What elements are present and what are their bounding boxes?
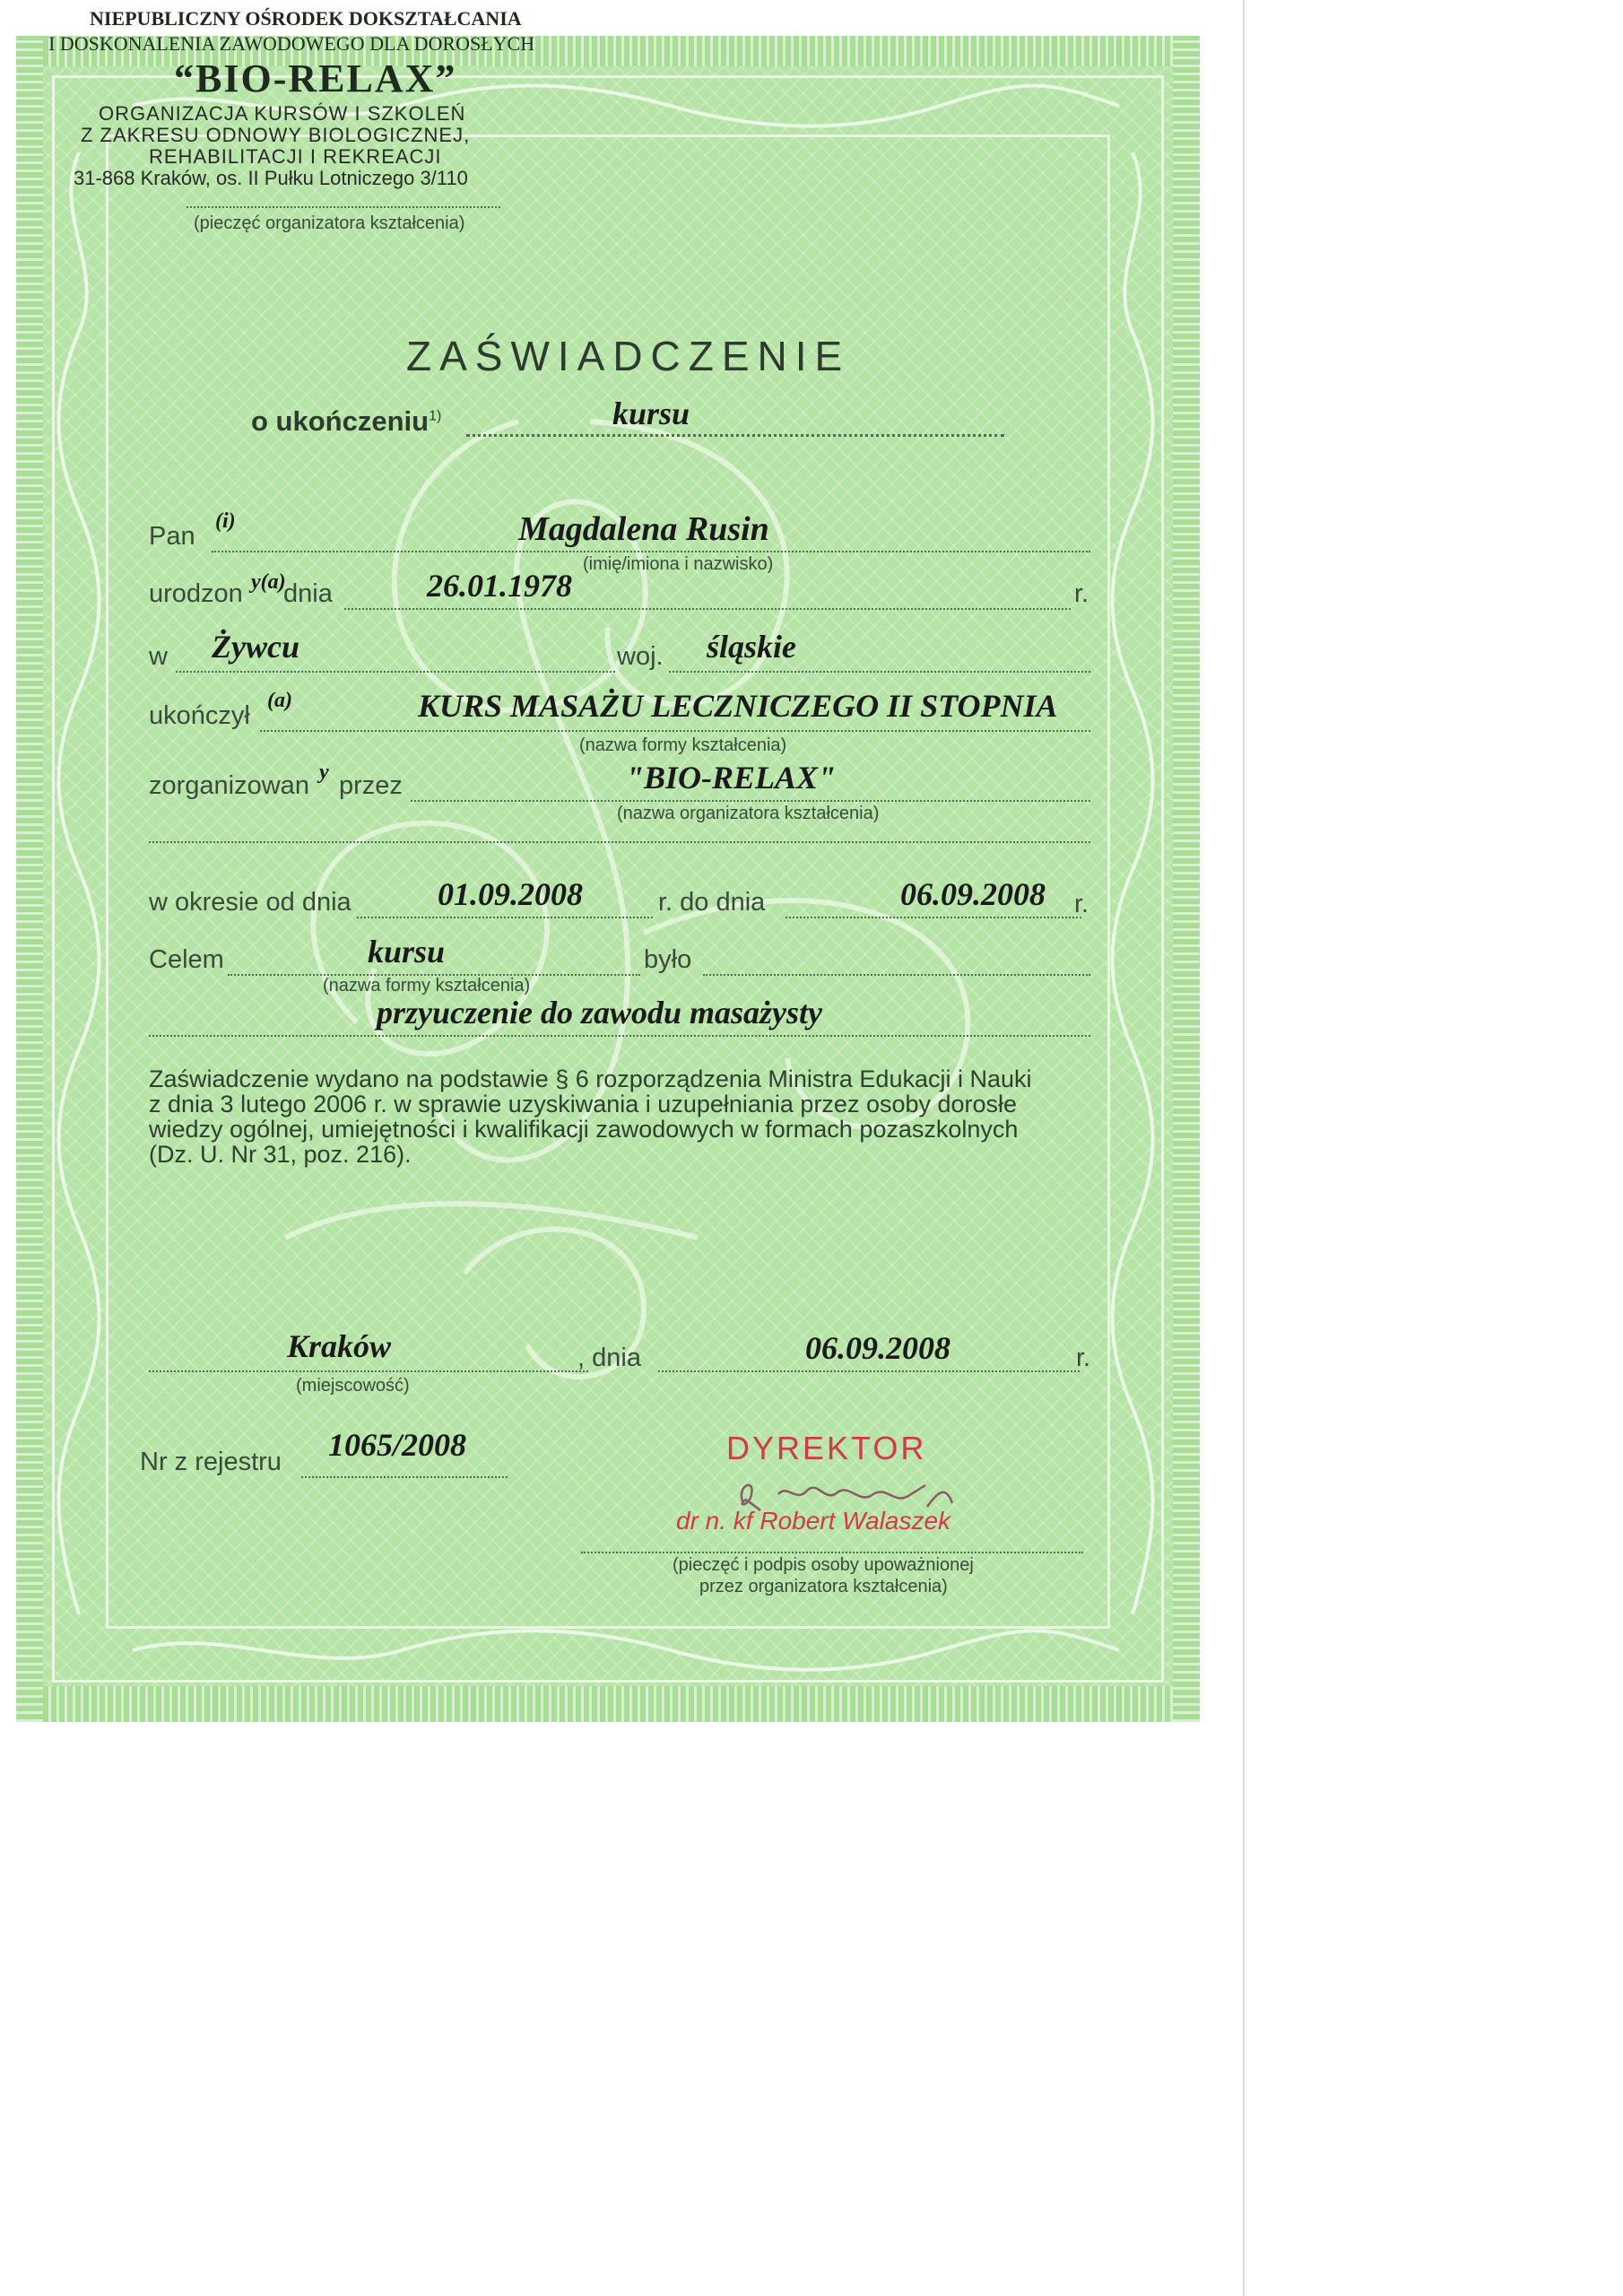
legal-text-line-2: z dnia 3 lutego 2006 r. w sprawie uzyskiwania i uzupełniania przez osoby dorosłe bbox=[149, 1091, 1018, 1118]
completed-label: ukończył bbox=[149, 701, 250, 730]
goal-label: Celem bbox=[149, 945, 224, 974]
organized-by-label: przez bbox=[339, 771, 403, 800]
name-caption: (imię/imiona i nazwisko) bbox=[583, 554, 774, 574]
woj-label: woj. bbox=[617, 642, 664, 671]
woj-value: śląskie bbox=[707, 629, 797, 665]
course-caption: (nazwa formy kształcenia) bbox=[579, 735, 787, 755]
completion-label-text: o ukończeniu bbox=[251, 405, 430, 437]
pan-label: Pan bbox=[149, 522, 195, 551]
organizer-line-5: REHABILITACJI I REKREACJI bbox=[149, 145, 442, 168]
stamp-caption: (pieczęć organizatora kształcenia) bbox=[194, 213, 465, 233]
goal-value-dotted-line bbox=[149, 1035, 1090, 1037]
bylo-label: było bbox=[644, 945, 692, 974]
place-dotted-line bbox=[149, 1370, 588, 1372]
course-value: KURS MASAŻU LECZNICZEGO II STOPNIA bbox=[418, 688, 1058, 724]
city-value: Żywcu bbox=[212, 629, 299, 665]
name-dotted-line bbox=[212, 551, 1090, 552]
stamp-dotted-line bbox=[187, 206, 500, 208]
issue-date-dotted-line bbox=[658, 1370, 1080, 1372]
bylo-dotted-line bbox=[703, 974, 1090, 976]
organizer-address: 31-868 Kraków, os. II Pułku Lotniczego 3/110 bbox=[74, 167, 468, 189]
scan-edge-line bbox=[1243, 0, 1245, 2296]
footnote-marker: 1) bbox=[429, 408, 442, 424]
completion-dotted-line bbox=[466, 434, 1004, 437]
issue-date-value: 06.09.2008 bbox=[805, 1330, 950, 1366]
legal-text-line-3: wiedzy ogólnej, umiejętności i kwalifikacji zawodowych w formach pozaszkolnych bbox=[149, 1116, 1019, 1143]
date-to-dotted-line bbox=[785, 917, 1081, 918]
organizer-caption: (nazwa organizatora kształcenia) bbox=[617, 804, 880, 823]
born-suffix: y(a) bbox=[251, 570, 286, 594]
issue-place-value: Kraków bbox=[287, 1328, 392, 1364]
extra-dotted-line bbox=[149, 841, 1090, 843]
goal-form-caption: (nazwa formy kształcenia) bbox=[323, 976, 531, 996]
legal-text-line-1: Zaświadczenie wydano na podstawie § 6 rozporządzenia Ministra Edukacji i Nauki bbox=[149, 1065, 1032, 1092]
born-dnia-label: dnia bbox=[283, 579, 333, 608]
woj-dotted-line bbox=[669, 671, 1090, 673]
birth-r-label: r. bbox=[1074, 579, 1089, 608]
organizer-name: “BIO-RELAX” bbox=[174, 57, 457, 100]
period-label: w okresie od dnia bbox=[149, 888, 352, 917]
organizer-line-3: ORGANIZACJA KURSÓW I SZKOLEŃ bbox=[99, 102, 466, 125]
born-label: urodzon bbox=[149, 579, 243, 608]
director-name-stamp: dr n. kf Robert Walaszek bbox=[676, 1507, 951, 1535]
organized-label: zorganizowan bbox=[149, 771, 309, 800]
organizer-value: "BIO-RELAX" bbox=[626, 760, 837, 796]
completed-suffix: (a) bbox=[267, 689, 292, 712]
issue-r-label: r. bbox=[1076, 1344, 1091, 1372]
organized-suffix: y bbox=[319, 761, 329, 784]
completion-value: kursu bbox=[612, 396, 690, 431]
issue-dnia-label: , dnia bbox=[577, 1344, 641, 1372]
issue-place-caption: (miejscowość) bbox=[296, 1376, 410, 1396]
goal-value: przyuczenie do zawodu masażysty bbox=[377, 995, 823, 1031]
name-value: Magdalena Rusin bbox=[518, 510, 769, 548]
goal-form-value: kursu bbox=[368, 934, 446, 970]
city-dotted-line bbox=[176, 671, 615, 673]
period-r-label: r. bbox=[1074, 890, 1089, 918]
director-title-stamp: DYREKTOR bbox=[726, 1430, 927, 1466]
w-label: w bbox=[149, 642, 168, 671]
course-dotted-line bbox=[260, 730, 1090, 732]
date-to-value: 06.09.2008 bbox=[900, 876, 1046, 912]
organizer-line-1: NIEPUBLICZNY OŚRODEK DOKSZTAŁCANIA bbox=[90, 7, 522, 30]
organizer-line-4: Z ZAKRESU ODNOWY BIOLOGICZNEJ, bbox=[81, 124, 471, 146]
date-from-value: 01.09.2008 bbox=[438, 876, 583, 912]
birth-date-value: 26.01.1978 bbox=[427, 568, 572, 604]
director-caption-2: przez organizatora kształcenia) bbox=[699, 1577, 948, 1596]
document-title: ZAŚWIADCZENIE bbox=[406, 333, 851, 379]
completion-label bbox=[251, 405, 441, 438]
birth-date-dotted-line bbox=[344, 608, 1071, 610]
signature-dotted-line bbox=[581, 1552, 1083, 1553]
registry-value: 1065/2008 bbox=[328, 1427, 467, 1463]
certificate-sheet bbox=[16, 7, 1200, 1722]
legal-text-line-4: (Dz. U. Nr 31, poz. 216). bbox=[149, 1141, 412, 1168]
organizer-line-2: I DOSKONALENIA ZAWODOWEGO DLA DOROSŁYCH bbox=[48, 32, 535, 55]
do-dnia-label: r. do dnia bbox=[658, 888, 766, 917]
director-caption-1: (pieczęć i podpis osoby upoważnionej bbox=[673, 1555, 974, 1575]
date-from-dotted-line bbox=[357, 917, 653, 918]
pan-suffix: (i) bbox=[215, 509, 236, 533]
registry-label: Nr z rejestru bbox=[140, 1448, 282, 1476]
organizer-dotted-line bbox=[411, 800, 1090, 802]
registry-dotted-line bbox=[301, 1476, 508, 1478]
